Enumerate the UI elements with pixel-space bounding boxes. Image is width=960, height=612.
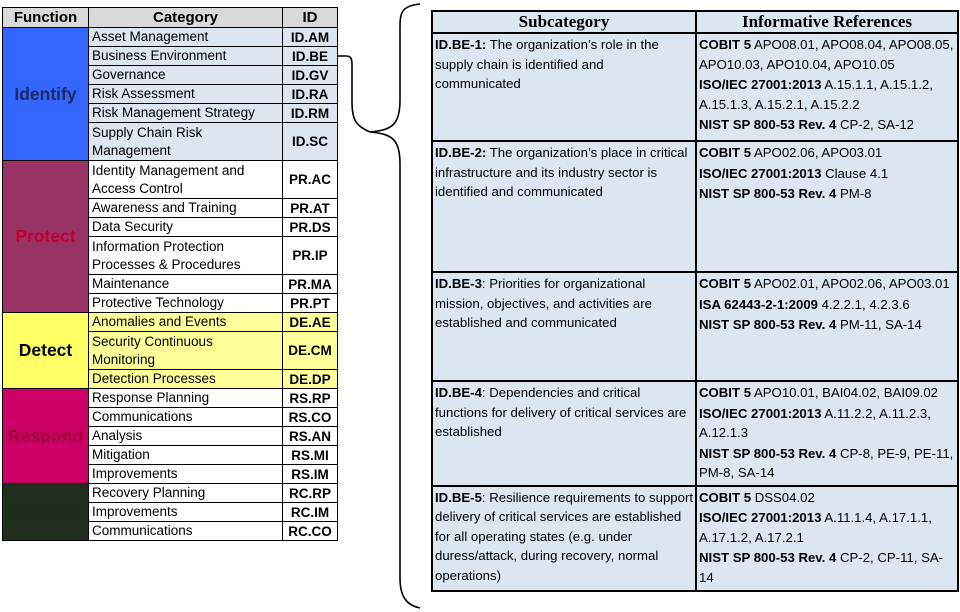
function-detect: Detect: [3, 313, 89, 389]
category-id: ID.SC: [283, 123, 338, 161]
category-header: Category: [89, 8, 283, 28]
subcategory-row: [432, 33, 958, 141]
category-id: PR.MA: [283, 275, 338, 294]
function-recover: Recover: [3, 484, 89, 541]
reference-values: A.11.2.2, A.11.2.3, A.12.1.3: [699, 405, 931, 440]
subcategory-cell: [432, 381, 696, 486]
category-id: PR.PT: [283, 294, 338, 313]
category-name: Maintenance: [89, 275, 283, 294]
reference-standard: NIST SP 800-53 Rev. 4: [699, 317, 837, 332]
subcategory-references-table: [431, 10, 959, 592]
category-name: Mitigation: [89, 446, 283, 465]
category-name: Analysis: [89, 427, 283, 446]
subcategory-text: : Resilience requirements to support delivery of critical services are established for all operating states (e.g. under duress/attack, during recovery, normal operations): [435, 489, 694, 583]
subcategory-header: Subcategory: [432, 11, 696, 33]
reference-line: [699, 488, 955, 508]
reference-values: APO02.06, APO03.01: [751, 145, 883, 160]
reference-line: [699, 115, 955, 135]
category-name: Governance: [89, 66, 283, 85]
function-identify: Identify: [3, 28, 89, 161]
category-name: Data Security: [89, 218, 283, 237]
category-row: [3, 389, 338, 408]
reference-line: [699, 404, 955, 443]
subcategory-cell: [432, 33, 696, 141]
category-id: ID.RA: [283, 85, 338, 104]
category-row: [3, 161, 338, 199]
category-id: RC.CO: [283, 522, 338, 541]
reference-standard: ISO/IEC 27001:2013: [699, 165, 822, 181]
subcategory-cell: [432, 486, 696, 591]
category-id: RS.MI: [283, 446, 338, 465]
reference-standard: COBIT 5: [699, 276, 752, 291]
category-row: [3, 313, 338, 332]
subcategory-id: ID.BE-2:: [435, 145, 487, 160]
category-name: Business Environment: [89, 47, 283, 66]
category-id: ID.AM: [283, 28, 338, 47]
category-id: PR.AT: [283, 199, 338, 218]
category-id: RS.CO: [283, 408, 338, 427]
subcategory-row: [432, 486, 958, 591]
reference-line: [699, 164, 955, 184]
csf-core-table: [2, 7, 338, 541]
reference-standard: COBIT 5: [699, 37, 752, 52]
category-id: DE.CM: [283, 332, 338, 370]
references-cell: [696, 272, 958, 381]
references-cell: [696, 381, 958, 486]
category-id: DE.AE: [283, 313, 338, 332]
reference-line: [699, 444, 955, 483]
subcategory-id: ID.BE-3: [435, 276, 482, 291]
subcategory-id: ID.BE-4: [435, 385, 482, 400]
reference-values: APO02.01, APO02.06, APO03.01: [751, 276, 950, 291]
category-id: RS.RP: [283, 389, 338, 408]
reference-line: [699, 508, 955, 547]
category-id: RS.IM: [283, 465, 338, 484]
reference-standard: ISO/IEC 27001:2013: [699, 405, 822, 421]
category-name: Improvements: [89, 503, 283, 522]
category-id: RS.AN: [283, 427, 338, 446]
category-name: Improvements: [89, 465, 283, 484]
category-id: PR.IP: [283, 237, 338, 275]
subcategory-text: The organization’s role in the supply chain is identified and communicated: [435, 37, 659, 91]
category-name: Detection Processes: [89, 370, 283, 389]
subcategory-id: ID.BE-5: [435, 489, 482, 505]
subcategory-cell: [432, 272, 696, 381]
category-id: ID.GV: [283, 66, 338, 85]
subcategory-text: : Priorities for organizational mission, objectives, and activities are established and communicated: [435, 276, 652, 330]
category-name: Protective Technology: [89, 294, 283, 313]
curly-brace: [370, 4, 420, 608]
category-id: PR.DS: [283, 218, 338, 237]
category-name: Asset Management: [89, 28, 283, 47]
references-header: Informative References: [696, 11, 958, 33]
id-header: ID: [283, 8, 338, 28]
reference-standard: ISO/IEC 27001:2013: [699, 77, 822, 92]
reference-standard: NIST SP 800-53 Rev. 4: [699, 186, 837, 201]
reference-standard: NIST SP 800-53 Rev. 4: [699, 445, 837, 461]
reference-values: 4.2.2.1, 4.2.3.6: [818, 296, 910, 312]
reference-line: [699, 295, 955, 315]
reference-standard: NIST SP 800-53 Rev. 4: [699, 550, 837, 565]
category-id: PR.AC: [283, 161, 338, 199]
reference-standard: ISO/IEC 27001:2013: [699, 510, 822, 525]
reference-line: [699, 35, 955, 74]
reference-values: PM-11, SA-14: [836, 317, 922, 332]
subcategory-row: [432, 381, 958, 486]
category-id: ID.RM: [283, 104, 338, 123]
category-id: RC.IM: [283, 503, 338, 522]
reference-standard: COBIT 5: [699, 489, 752, 505]
subcategory-text: : Dependencies and critical functions for delivery of critical services are established: [435, 385, 687, 439]
subcategory-id: ID.BE-1:: [435, 37, 487, 52]
reference-values: CP-8, PE-9, PE-11, PM-8, SA-14: [699, 445, 954, 480]
subcategory-row: [432, 141, 958, 272]
references-cell: [696, 141, 958, 272]
reference-line: [699, 184, 955, 204]
function-protect: Protect: [3, 161, 89, 313]
reference-line: [699, 75, 955, 114]
category-name: Response Planning: [89, 389, 283, 408]
category-name: Communications: [89, 408, 283, 427]
references-cell: [696, 486, 958, 591]
reference-line: [699, 383, 955, 403]
callout-line: [337, 56, 370, 132]
category-name: Information Protection Processes & Procedures: [89, 237, 283, 275]
reference-line: [699, 274, 955, 294]
reference-standard: ISA 62443-2-1:2009: [699, 296, 819, 312]
reference-values: CP-2, SA-12: [836, 117, 915, 132]
reference-values: DSS04.02: [751, 489, 815, 505]
subcategory-cell: [432, 141, 696, 272]
category-name: Risk Management Strategy: [89, 104, 283, 123]
reference-values: A.15.1.1, A.15.1.2, A.15.1.3, A.15.2.1, A.15.2.2: [699, 77, 933, 112]
category-name: Risk Assessment: [89, 85, 283, 104]
function-respond: Respond: [3, 389, 89, 484]
reference-line: [699, 143, 955, 163]
subcategory-row: [432, 272, 958, 381]
category-id: DE.DP: [283, 370, 338, 389]
references-cell: [696, 33, 958, 141]
subcategory-text: The organization’s place in critical infrastructure and its industry sector is identified and communicated: [435, 145, 688, 199]
reference-values: CP-2, CP-11, SA-14: [699, 550, 944, 585]
category-name: Anomalies and Events: [89, 313, 283, 332]
reference-standard: COBIT 5: [699, 145, 752, 160]
category-id: RC.RP: [283, 484, 338, 503]
reference-standard: NIST SP 800-53 Rev. 4: [699, 117, 837, 132]
category-row: [3, 28, 338, 47]
reference-values: APO10.01, BAI04.02, BAI09.02: [751, 385, 938, 400]
category-name: Identity Management and Access Control: [89, 161, 283, 199]
reference-standard: COBIT 5: [699, 385, 752, 400]
category-name: Communications: [89, 522, 283, 541]
reference-values: A.11.1.4, A.17.1.1, A.17.1.2, A.17.2.1: [699, 510, 932, 545]
category-id-highlighted: ID.BE: [283, 47, 338, 66]
reference-line: [699, 548, 955, 587]
reference-values: APO08.01, APO08.04, APO08.05, APO10.03, APO10.04, APO10.05: [699, 37, 954, 72]
category-name: Recovery Planning: [89, 484, 283, 503]
reference-values: Clause 4.1: [821, 165, 889, 181]
category-name: Security Continuous Monitoring: [89, 332, 283, 370]
reference-line: [699, 315, 955, 335]
category-name: Supply Chain Risk Management: [89, 123, 283, 161]
category-name: Awareness and Training: [89, 199, 283, 218]
reference-values: PM-8: [836, 186, 872, 201]
category-row: [3, 484, 338, 503]
function-header: Function: [3, 8, 89, 28]
